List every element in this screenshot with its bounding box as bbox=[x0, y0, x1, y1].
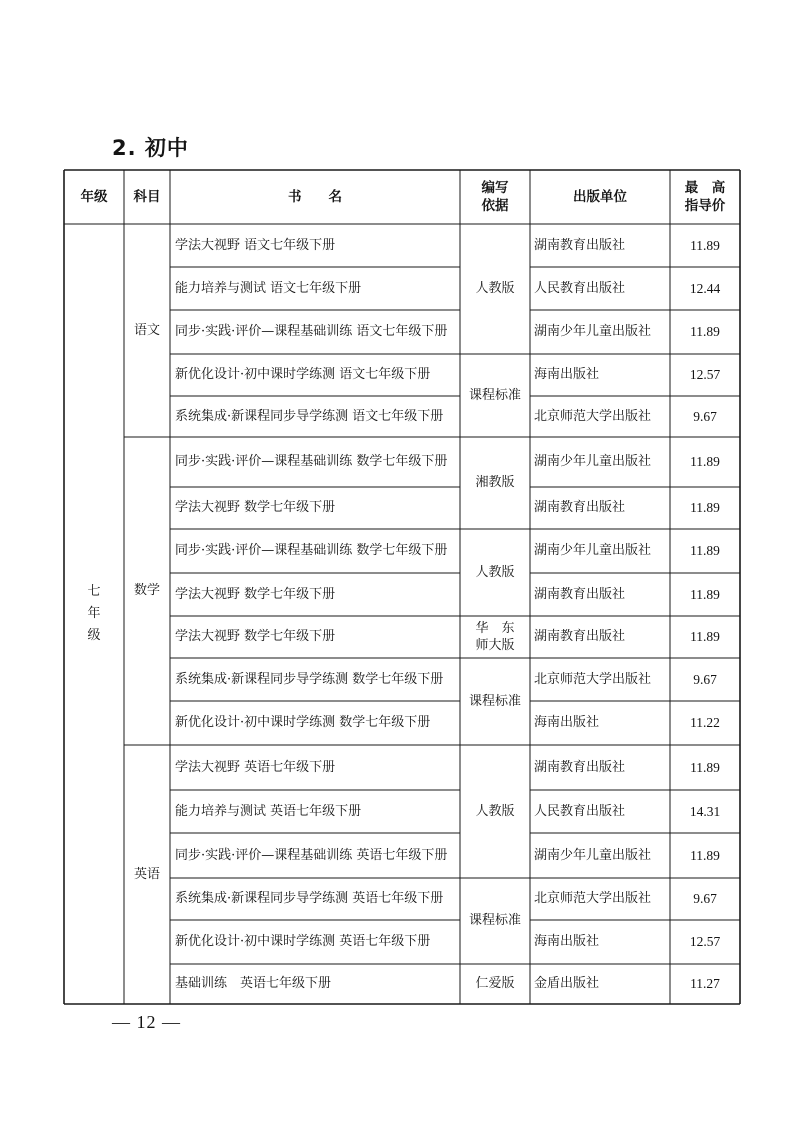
book-title-cell: 能力培养与测试 语文七年级下册 bbox=[175, 280, 362, 296]
book-title-cell: 新优化设计·初中课时学练测 数学七年级下册 bbox=[175, 715, 431, 730]
price-cell: 11.89 bbox=[690, 586, 720, 602]
price-cell: 11.89 bbox=[690, 324, 720, 339]
book-title-cell: 同步·实践·评价—课程基础训练 数学七年级下册 bbox=[175, 454, 448, 469]
book-title-cell: 能力培养与测试 英语七年级下册 bbox=[175, 803, 362, 819]
publisher-cell: 北京师范大学出版社 bbox=[534, 408, 652, 424]
publisher-cell: 湖南少年儿童出版社 bbox=[534, 324, 652, 339]
price-cell: 11.89 bbox=[690, 847, 720, 863]
book-title-cell: 学法大视野 语文七年级下册 bbox=[175, 237, 336, 253]
subject-chinese: 语文 bbox=[133, 322, 160, 338]
price-cell: 9.67 bbox=[693, 891, 717, 906]
book-title-cell: 基础训练 英语七年级下册 bbox=[175, 976, 332, 991]
publisher-cell: 湖南教育出版社 bbox=[534, 759, 626, 775]
price-cell: 11.89 bbox=[690, 237, 720, 253]
publisher-cell: 湖南教育出版社 bbox=[534, 500, 626, 515]
publisher-cell: 湖南教育出版社 bbox=[534, 629, 626, 644]
book-title-cell: 系统集成·新课程同步导学练测 英语七年级下册 bbox=[175, 891, 444, 906]
header-price: 最 高 指导价 bbox=[684, 180, 726, 214]
book-title-cell: 学法大视野 数学七年级下册 bbox=[175, 500, 336, 515]
subject-english: 英语 bbox=[133, 866, 160, 882]
price-cell: 11.89 bbox=[690, 759, 720, 775]
book-title-cell: 新优化设计·初中课时学练测 英语七年级下册 bbox=[175, 934, 431, 949]
basis-cell: 人教版 bbox=[475, 281, 515, 296]
header-grade: 年级 bbox=[80, 189, 108, 205]
price-cell: 9.67 bbox=[693, 671, 717, 687]
publisher-cell: 人民教育出版社 bbox=[534, 280, 626, 296]
publisher-cell: 海南出版社 bbox=[534, 934, 600, 949]
basis-cell: 湘教版 bbox=[475, 475, 515, 490]
publisher-cell: 湖南少年儿童出版社 bbox=[534, 847, 652, 863]
book-title-cell: 同步·实践·评价—课程基础训练 语文七年级下册 bbox=[175, 324, 448, 339]
price-cell: 11.89 bbox=[690, 543, 720, 558]
price-cell: 12.57 bbox=[689, 934, 721, 949]
publisher-cell: 湖南教育出版社 bbox=[534, 586, 626, 602]
book-title-cell: 学法大视野 数学七年级下册 bbox=[175, 586, 336, 602]
book-title-cell: 系统集成·新课程同步导学练测 数学七年级下册 bbox=[175, 671, 444, 687]
publisher-cell: 海南出版社 bbox=[534, 367, 600, 382]
grade-cell: 七 年 级 bbox=[87, 584, 101, 643]
book-title-cell: 同步·实践·评价—课程基础训练 英语七年级下册 bbox=[175, 847, 448, 863]
basis-cell: 课程标准 bbox=[468, 693, 521, 709]
subject-math: 数学 bbox=[133, 583, 160, 598]
price-cell: 11.89 bbox=[690, 629, 720, 644]
publisher-cell: 北京师范大学出版社 bbox=[534, 891, 652, 906]
price-cell: 11.27 bbox=[690, 976, 720, 991]
publisher-cell: 人民教育出版社 bbox=[534, 803, 626, 819]
header-publisher: 出版单位 bbox=[573, 189, 627, 205]
publisher-cell: 海南出版社 bbox=[534, 715, 600, 730]
book-title-cell: 系统集成·新课程同步导学练测 语文七年级下册 bbox=[175, 408, 444, 424]
header-basis: 编写 依据 bbox=[481, 180, 509, 214]
book-title-cell: 学法大视野 英语七年级下册 bbox=[175, 759, 336, 775]
basis-cell: 课程标准 bbox=[468, 913, 521, 928]
price-cell: 12.57 bbox=[689, 367, 721, 382]
basis-cell: 人教版 bbox=[475, 564, 515, 580]
basis-cell: 课程标准 bbox=[468, 387, 521, 403]
book-title-cell: 学法大视野 数学七年级下册 bbox=[175, 629, 336, 644]
basis-cell: 人教版 bbox=[475, 803, 515, 819]
basis-cell: 华 东 师大版 bbox=[475, 621, 515, 653]
price-cell: 12.44 bbox=[689, 280, 721, 296]
header-book-title: 书 名 bbox=[288, 189, 342, 205]
publisher-cell: 湖南少年儿童出版社 bbox=[534, 543, 652, 558]
book-title-cell: 同步·实践·评价—课程基础训练 数学七年级下册 bbox=[175, 543, 448, 558]
section-heading: 2. 初中 bbox=[112, 136, 189, 160]
price-cell: 14.31 bbox=[689, 803, 721, 819]
page-number: — 12 — bbox=[112, 1012, 181, 1032]
price-cell: 11.89 bbox=[690, 454, 720, 469]
book-title-cell: 新优化设计·初中课时学练测 语文七年级下册 bbox=[175, 367, 431, 382]
publisher-cell: 湖南教育出版社 bbox=[534, 237, 626, 253]
publisher-cell: 金盾出版社 bbox=[534, 976, 600, 991]
publisher-cell: 湖南少年儿童出版社 bbox=[534, 454, 652, 469]
basis-cell: 仁爱版 bbox=[475, 976, 515, 991]
price-cell: 11.22 bbox=[690, 715, 720, 730]
price-cell: 11.89 bbox=[690, 500, 720, 515]
price-cell: 9.67 bbox=[693, 408, 717, 424]
publisher-cell: 北京师范大学出版社 bbox=[534, 671, 652, 687]
header-subject: 科目 bbox=[133, 189, 161, 205]
